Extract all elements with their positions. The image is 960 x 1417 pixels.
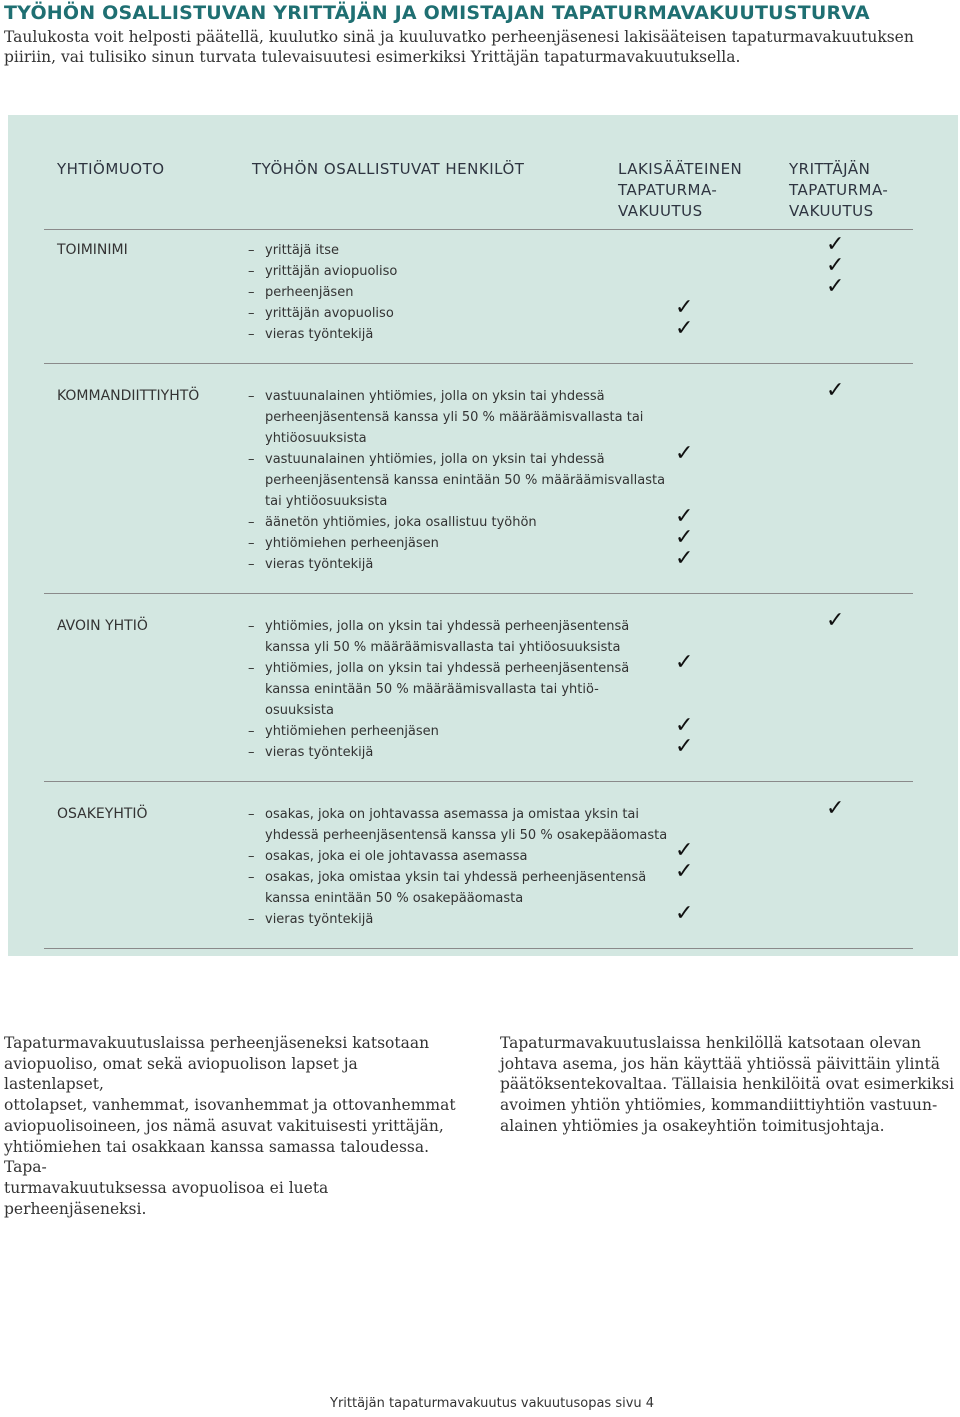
dash-bullet: – [248,724,255,739]
list-item-text: perheenjäsen [265,285,354,300]
list-item [248,721,668,742]
section-divider [44,363,913,364]
list-item-text: osakas, joka ei ole johtavassa asemassa [265,849,528,864]
list-item-text: yhtiömies, jolla on yksin tai yhdessä perheenjäsentensä [265,661,630,676]
list-item-text: yrittäjän aviopuoliso [265,264,398,279]
list-item [248,867,668,909]
header-entrepreneur-line: TAPATURMA- [789,181,889,199]
right-note-line: Tapaturmavakuutuslaissa henkilöllä katsotaan olevan [500,1034,921,1052]
list-item [248,324,668,345]
left-note-line: turmavakuutuksessa avopuolisoa ei lueta perheenjäseneksi. [4,1178,329,1218]
checkmark-icon: ✓ [826,378,845,403]
checkmark-icon: ✓ [675,316,694,341]
dash-bullet: – [248,264,255,279]
list-item-text: vastuunalainen yhtiömies, jolla on yksin tai yhdessä [265,452,605,467]
checkmark-icon: ✓ [675,838,694,863]
list-item-text: vieras työntekijä [265,745,374,760]
list-item-text: yhdessä perheenjäsentensä kanssa yli 50 % osakepääomasta [265,828,668,843]
list-item [248,616,668,658]
list-item-text: äänetön yhtiömies, joka osallistuu työhön [265,515,537,530]
checkmark-icon: ✓ [675,525,694,550]
dash-bullet: – [248,870,255,885]
checkmark-icon: ✓ [826,232,845,257]
list-item [248,804,668,846]
dash-bullet: – [248,389,255,404]
list-item-text: vastuunalainen yhtiömies, jolla on yksin tai yhdessä [265,389,605,404]
list-item [248,449,668,512]
list-item-text: yhtiömiehen perheenjäsen [265,536,439,551]
list-item-text: kanssa yli 50 % määräämisvallasta tai yhtiöosuuksista [265,640,621,655]
left-note-line: aviopuoliso, omat sekä aviopuolison lapset ja lastenlapset, [4,1054,358,1094]
dash-bullet: – [248,243,255,258]
coverage-table [8,115,958,956]
checkmark-icon: ✓ [826,796,845,821]
left-note [4,1033,459,1219]
list-item [248,240,668,261]
dash-bullet: – [248,557,255,572]
list-item-text: vieras työntekijä [265,557,374,572]
list-item-text: perheenjäsentensä kanssa enintään 50 % määräämisvallasta [265,473,666,488]
list-item [248,909,668,930]
header-statutory [618,159,742,222]
checkmark-icon: ✓ [675,650,694,675]
section-name: OSAKEYHTIÖ [57,806,148,822]
dash-bullet: – [248,285,255,300]
section-name: AVOIN YHTIÖ [57,618,148,634]
list-item-text: perheenjäsentensä kanssa yli 50 % määräämisvallasta tai [265,410,644,425]
page-title: TYÖHÖN OSALLISTUVAN YRITTÄJÄN JA OMISTAJAN TAPATURMAVAKUUTUSTURVA [4,2,870,24]
header-statutory-line: TAPATURMA- [618,181,718,199]
list-item [248,303,668,324]
section-divider [44,593,913,594]
left-note-line: aviopuolisoineen, jos nämä asuvat vakituisesti yrittäjän, [4,1116,444,1135]
right-note [500,1033,955,1137]
dash-bullet: – [248,452,255,467]
list-item-text: kanssa enintään 50 % määräämisvallasta tai yhtiö- [265,682,599,697]
list-item-text: vieras työntekijä [265,327,374,342]
section-divider [44,948,913,949]
list-item [248,742,668,763]
checkmark-icon: ✓ [675,901,694,926]
checkmark-icon: ✓ [675,859,694,884]
dash-bullet: – [248,327,255,342]
list-item [248,554,668,575]
dash-bullet: – [248,912,255,927]
dash-bullet: – [248,306,255,321]
dash-bullet: – [248,849,255,864]
header-entrepreneur [789,159,888,222]
right-note-line: avoimen yhtiön yhtiömies, kommandiittiyhtiön vastuun- [500,1096,938,1115]
list-item [248,533,668,554]
list-item [248,282,668,303]
right-note-line: johtava asema, jos hän käyttää yhtiössä päivittäin ylintä [500,1054,940,1073]
list-item-text: yrittäjän avopuoliso [265,306,394,321]
left-note-line: Tapaturmavakuutuslaissa perheenjäseneksi katsotaan [4,1034,430,1052]
header-company-form: YHTIÖMUOTO [57,160,165,178]
header-statutory-line: VAKUUTUS [618,202,703,220]
dash-bullet: – [248,661,255,676]
checkmark-icon: ✓ [675,295,694,320]
header-persons: TYÖHÖN OSALLISTUVAT HENKILÖT [252,160,525,178]
list-item-text: yhtiöosuuksista [265,431,367,446]
left-note-line: ottolapset, vanhemmat, isovanhemmat ja ottovanhemmat [4,1096,456,1115]
list-item [248,658,668,721]
checkmark-icon: ✓ [826,274,845,299]
list-item [248,386,668,449]
intro-text: Taulukosta voit helposti päätellä, kuulutko sinä ja kuuluvatko perheenjäsenesi lakisääteisen tapaturmavakuutuksen piiriin, vai tulisiko sinun turvata tulevaisuutesi esimerkiksi Yrittäjän tapaturmavakuutuksella. [4,28,914,66]
list-item-text: osuuksista [265,703,334,718]
left-note-line: yhtiömiehen tai osakkaan kanssa samassa taloudessa. Tapa- [4,1137,430,1177]
list-item-text: yhtiömiehen perheenjäsen [265,724,439,739]
list-item-text: yrittäjä itse [265,243,340,258]
checkmark-icon: ✓ [826,253,845,278]
dash-bullet: – [248,745,255,760]
page-footer: Yrittäjän tapaturmavakuutus vakuutusopas sivu 4 [330,1396,655,1411]
checkmark-icon: ✓ [826,608,845,633]
header-entrepreneur-line: VAKUUTUS [789,202,874,220]
section-name: TOIMINIMI [57,242,128,258]
list-item [248,261,668,282]
dash-bullet: – [248,515,255,530]
checkmark-icon: ✓ [675,734,694,759]
section-name: KOMMANDIITTIYHTÖ [57,388,200,404]
dash-bullet: – [248,536,255,551]
checkmark-icon: ✓ [675,504,694,529]
right-note-line: alainen yhtiömies ja osakeyhtiön toimitusjohtaja. [500,1116,885,1135]
list-item-text: osakas, joka on johtavassa asemassa ja omistaa yksin tai [265,807,639,822]
list-item [248,846,668,867]
list-item-text: yhtiömies, jolla on yksin tai yhdessä perheenjäsentensä [265,619,630,634]
checkmark-icon: ✓ [675,441,694,466]
list-item-text: osakas, joka omistaa yksin tai yhdessä perheenjäsentensä [265,870,647,885]
header-statutory-line: LAKISÄÄTEINEN [618,160,743,178]
list-item-text: vieras työntekijä [265,912,374,927]
dash-bullet: – [248,619,255,634]
list-item [248,512,668,533]
list-item-text: kanssa enintään 50 % osakepääomasta [265,891,524,906]
section-divider [44,781,913,782]
checkmark-icon: ✓ [675,546,694,571]
header-entrepreneur-line: YRITTÄJÄN [789,160,871,178]
right-note-line: päätöksentekovaltaa. Tällaisia henkilöitä ovat esimerkiksi [500,1075,955,1094]
header-divider [44,229,913,230]
list-item-text: tai yhtiöosuuksista [265,494,388,509]
checkmark-icon: ✓ [675,713,694,738]
dash-bullet: – [248,807,255,822]
